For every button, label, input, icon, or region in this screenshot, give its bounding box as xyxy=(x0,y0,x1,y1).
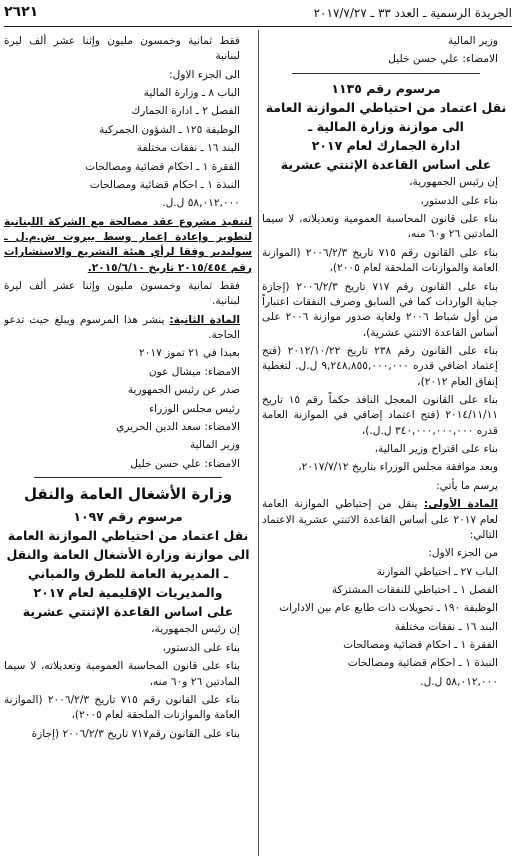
budget-item: البند ١٦ ـ نفقات مختلفة xyxy=(136,142,240,155)
date-line: بعبدا في ٢١ تموز ٢٠١٧ xyxy=(139,347,240,360)
budget-item: من الجزء الاول: xyxy=(428,547,498,560)
decree-title-line: على اساس القاعدة الإثنتي عشرية xyxy=(22,604,234,620)
minister-title: وزير المالية xyxy=(189,439,240,452)
article-two xyxy=(4,313,252,344)
decree-number: مرسوم رقم ١٠٩٧ xyxy=(73,508,183,524)
paragraph: بناء على القانون رقم ٧١٥ تاريخ ٢٠٠٦/٢/٣ (الموازنة العامة والموازنات الملحقة لعام ٢٠٠٥)، xyxy=(262,246,498,275)
paragraph: بناء على اقتراح وزير المالية، xyxy=(374,443,498,456)
page-header xyxy=(4,4,512,27)
budget-item: الفقرة ١ ـ احكام قضائية ومصالحات xyxy=(343,639,498,652)
budget-item: النبذة ١ ـ احكام قضائية ومصالحات xyxy=(89,178,240,191)
budget-item: الوظيفة ١٩٠ ـ تحويلات ذات طابع عام بين الادارات xyxy=(279,602,498,615)
article-one xyxy=(262,497,510,543)
signature: الامضاء: ميشال عون xyxy=(148,365,240,378)
paragraph: بناء على القانون رقم٧١٧ تاريخ ٢٠٠٦/٢/٣ (إجازة xyxy=(31,727,240,740)
minister-title: وزير المالية xyxy=(447,35,498,47)
decree-title-line: ادارة الجمارك لعام ٢٠١٧ xyxy=(311,138,461,154)
paragraph: إن رئيس الجمهورية، xyxy=(151,623,240,636)
budget-item: الفصل ١ ـ احتياطي للنفقات المشتركة xyxy=(331,583,498,596)
article-label: المادة الأولى: xyxy=(423,498,498,511)
budget-item: الباب ٢٧ ـ احتياطي الموازنة xyxy=(376,565,498,578)
signature: الامضاء: علي حسن خليل xyxy=(130,457,240,470)
page-number: ٢٦٢١ xyxy=(4,4,39,20)
paragraph: بناء على الدستور، xyxy=(162,641,240,654)
decree-title-line: والمديريات الإقليمية لعام ٢٠١٧ xyxy=(33,585,223,601)
paragraph: بناء على القانون رقم ٢٣٨ تاريخ ٢٠١٢/١٠/٢٢ (فتح إعتماد اضافي قدره ٩,٢٤٨,٨٥٥,٠٠٠,٠٠٠ ل.ل. لتغطية إنفاق العام ٢٠١٢)، xyxy=(262,344,498,388)
decree-title-line: نقل اعتماد من احتياطي الموازنة العامة xyxy=(7,527,249,543)
paragraph: يرسم ما يأتي: xyxy=(436,479,498,492)
decree-title-line: الى موازنة وزارة المالية ـ xyxy=(308,118,464,134)
issued-by: صدر عن رئيس الجمهورية xyxy=(127,384,240,397)
paragraph: إن رئيس الجمهورية، xyxy=(409,176,498,189)
section-separator xyxy=(292,73,480,74)
paragraph: بناء على القانون المعجل النافذ حكماً رقم ١٥ تاريخ ٢٠١٤/١١/١١ (فتح اعتماد إضافي في الموازنة العامة قدره ٣٤٠,٠٠٠,٠٠٠,٠٠٠ ل.ل.)، xyxy=(262,394,498,437)
left-column xyxy=(4,34,252,856)
amount-words: فقط ثمانية وخمسون مليون وإثنا عشر ألف ليرة لبنانية. xyxy=(4,280,240,308)
budget-item: الفصل ٢ ـ ادارة الجمارك xyxy=(131,105,240,118)
article-label: المادة الثانية: xyxy=(169,313,240,326)
amount: ٥٨,٠١٢,٠٠٠ ل.ل. xyxy=(420,675,498,688)
budget-item: البند ١٦ ـ نفقات مختلفة xyxy=(394,620,498,633)
paragraph: بناء على قانون المحاسبة العمومية وتعديلاته، لا سيما المادتين ٢٦ و٦٠ منه، xyxy=(4,660,240,688)
gazette-title: الجريدة الرسمية ـ العدد ٣٣ ـ ٢٠١٧/٧/٢٧ xyxy=(313,6,512,20)
right-column xyxy=(262,34,510,856)
budget-item: الباب ٨ ـ وزارة المالية xyxy=(143,87,240,100)
paragraph: بناء على القانون رقم ٧١٧ تاريخ ٢٠٠٦/٢/٣ (إجازة جباية الواردات كما في السابق وصرف النفقات اعتباراً من أول شباط ٢٠٠٦ ولغاية صدور موازنة ٢٠٠٦ على أساس القاعدة الاثنتي عشرية)، xyxy=(262,280,499,339)
paragraph: بناء على القانون رقم ٧١٥ تاريخ ٢٠٠٦/٢/٣ (الموازنة العامة والموازنات الملحقة لعام ٢٠٠٥)، xyxy=(4,693,240,722)
decree-title-line: ـ المديرية العامة للطرق والمباني xyxy=(27,566,229,582)
minister-signature: الامضاء: علي حسن خليل xyxy=(388,53,498,66)
purpose-text: لتنفيذ مشروع عقد مصالحة مع الشركة اللبنانية لتطوير وإعادة إعمار وسط بيروت ش.م.ل ـ سوليدير وفقا لرأي هيئة التشريع والاستشارات رقم ٢٠١٥/٤٥٤ تاريخ ٢٠١٥/٦/١٠. xyxy=(4,215,252,274)
budget-item: الفقرة ١ ـ احكام قضائية ومصالحات xyxy=(85,160,240,173)
paragraph: بناء على الدستور، xyxy=(420,194,498,207)
signature: الامضاء: سعد الدين الحريري xyxy=(116,420,240,433)
amount: ٥٨,٠١٢,٠٠٠ ل.ل. xyxy=(162,197,240,210)
article-text: ينشر هذا المرسوم ويبلغ حيث تدعو الحاجة. xyxy=(4,313,240,342)
to-label: الى الجزء الاول: xyxy=(169,68,240,81)
decree-number: مرسوم رقم ١١٣٥ xyxy=(331,80,441,96)
paragraph: بناء على قانون المحاسبة العمومية وتعديلاته، لا سيما المادتين ٢٦ و٦٠ منه، xyxy=(262,213,498,241)
pm-title: رئيس مجلس الوزراء xyxy=(149,402,240,415)
ministry-heading: وزارة الأشغال العامة والنقل xyxy=(23,484,233,503)
amount-words: فقط ثمانية وخمسون مليون وإثنا عشر ألف ليرة لبنانية xyxy=(4,35,240,63)
budget-item: الوظيفة ١٢٥ ـ الشؤون الجمركية xyxy=(99,123,240,136)
decree-title-line: الى موازنة وزارة الأشغال العامة والنقل xyxy=(6,546,250,562)
paragraph: وبعد موافقة مجلس الوزراء بتاريخ ٢٠١٧/٧/١٢، xyxy=(298,461,498,474)
decree-title-line: نقل اعتماد من احتياطي الموازنة العامة xyxy=(265,99,507,115)
article-text: ينقل من إحتياطي الموازنة العامة لعام ٢٠١٧ على أساس القاعدة الاثنتي عشرية الاعتماد التالي: xyxy=(262,498,498,541)
column-divider xyxy=(258,30,259,856)
budget-item: النبذة ١ ـ احكام قضائية ومصالحات xyxy=(347,657,498,670)
section-separator xyxy=(34,477,222,478)
decree-title-line: على اساس القاعدة الإثنتي عشرية xyxy=(280,157,492,173)
